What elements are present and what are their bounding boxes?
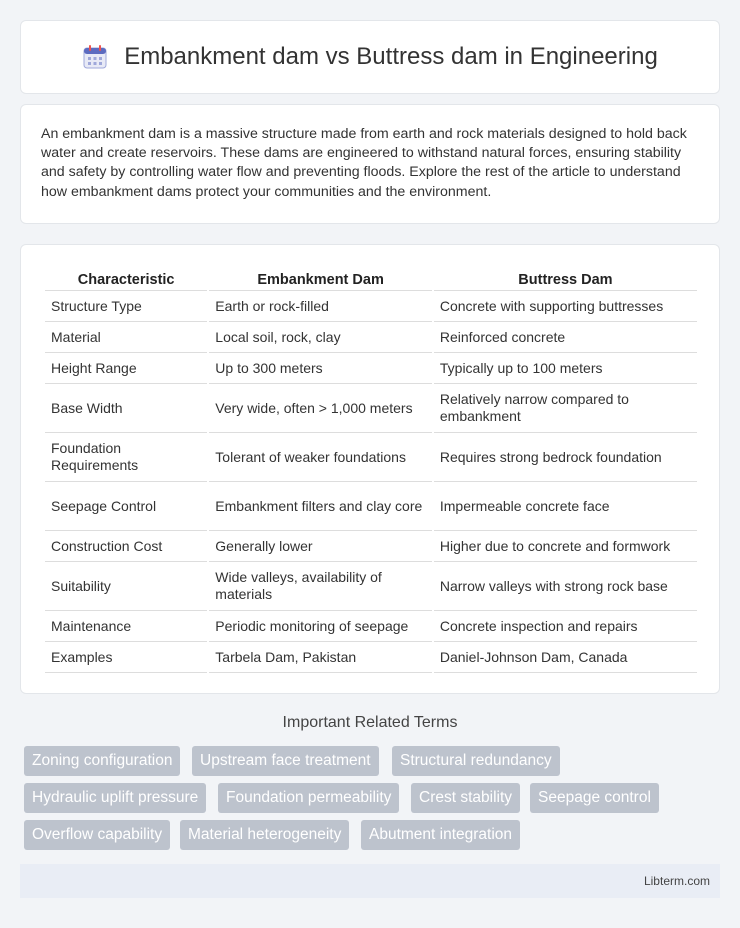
- tag-material-heterogeneity[interactable]: Material heterogeneity: [180, 820, 349, 850]
- table-cell: Local soil, rock, clay: [209, 322, 432, 353]
- table-cell: Concrete with supporting buttresses: [434, 291, 697, 322]
- tag-crest-stability[interactable]: Crest stability: [411, 783, 520, 813]
- calendar-icon: [82, 44, 108, 70]
- table-cell: Embankment filters and clay core: [209, 482, 432, 531]
- table-cell: Foundation Requirements: [45, 433, 207, 482]
- table-cell: Higher due to concrete and formwork: [434, 531, 697, 562]
- table-cell: Tarbela Dam, Pakistan: [209, 642, 432, 673]
- table-row: [45, 642, 697, 673]
- tag-seepage-control[interactable]: Seepage control: [530, 783, 659, 813]
- tag-abutment-integration[interactable]: Abutment integration: [361, 820, 520, 850]
- table-cell: Construction Cost: [45, 531, 207, 562]
- table-cell: Periodic monitoring of seepage: [209, 611, 432, 642]
- related-terms-title: Important Related Terms: [282, 714, 458, 731]
- table-cell: Up to 300 meters: [209, 353, 432, 384]
- table-cell: Base Width: [45, 384, 207, 433]
- table-header-row: [45, 265, 697, 291]
- table-row: [45, 433, 697, 482]
- table-cell: Impermeable concrete face: [434, 482, 697, 531]
- comparison-table: [43, 265, 699, 673]
- tag-foundation-permeability[interactable]: Foundation permeability: [218, 783, 399, 813]
- table-row: [45, 482, 697, 531]
- table-cell: Typically up to 100 meters: [434, 353, 697, 384]
- table-cell: Suitability: [45, 562, 207, 611]
- page-title: Embankment dam vs Buttress dam in Engineering: [124, 43, 658, 70]
- table-row: [45, 353, 697, 384]
- table-cell: Concrete inspection and repairs: [434, 611, 697, 642]
- header-embankment-dam: Embankment Dam: [209, 265, 432, 291]
- table-row: [45, 611, 697, 642]
- table-cell: Maintenance: [45, 611, 207, 642]
- table-row: [45, 531, 697, 562]
- comparison-table-card: [20, 244, 720, 694]
- tag-structural-redundancy[interactable]: Structural redundancy: [392, 746, 560, 776]
- table-cell: Requires strong bedrock foundation: [434, 433, 697, 482]
- intro-text: An embankment dam is a massive structure made from earth and rock materials designed to hold back water and create reservoirs. These dams are engineered to withstand natural forces, ensuring stability and safety by controlling water flow and preventing floods. Explore the rest of the article to understand how embankment dams protect your communities and the environment.: [41, 126, 687, 200]
- intro-card: [20, 104, 720, 224]
- table-cell: Daniel-Johnson Dam, Canada: [434, 642, 697, 673]
- table-cell: Narrow valleys with strong rock base: [434, 562, 697, 611]
- header-buttress-dam: Buttress Dam: [434, 265, 697, 291]
- table-cell: Generally lower: [209, 531, 432, 562]
- table-row: [45, 384, 697, 433]
- table-cell: Relatively narrow compared to embankment: [434, 384, 697, 433]
- table-cell: Very wide, often > 1,000 meters: [209, 384, 432, 433]
- table-cell: Examples: [45, 642, 207, 673]
- header-card: [20, 20, 720, 94]
- table-cell: Reinforced concrete: [434, 322, 697, 353]
- table-cell: Seepage Control: [45, 482, 207, 531]
- table-row: [45, 291, 697, 322]
- header-characteristic: Characteristic: [45, 265, 207, 291]
- table-row: [45, 562, 697, 611]
- footer-site-link[interactable]: Libterm.com: [643, 874, 710, 888]
- tag-hydraulic-uplift-pressure[interactable]: Hydraulic uplift pressure: [24, 783, 206, 813]
- table-row: [45, 322, 697, 353]
- table-cell: Tolerant of weaker foundations: [209, 433, 432, 482]
- table-cell: Wide valleys, availability of materials: [209, 562, 432, 611]
- table-cell: Earth or rock-filled: [209, 291, 432, 322]
- table-cell: Material: [45, 322, 207, 353]
- tag-zoning-configuration[interactable]: Zoning configuration: [24, 746, 180, 776]
- footer: [20, 864, 720, 898]
- tag-overflow-capability[interactable]: Overflow capability: [24, 820, 170, 850]
- table-cell: Height Range: [45, 353, 207, 384]
- tag-upstream-face-treatment[interactable]: Upstream face treatment: [192, 746, 379, 776]
- related-terms-section: [0, 714, 740, 732]
- table-cell: Structure Type: [45, 291, 207, 322]
